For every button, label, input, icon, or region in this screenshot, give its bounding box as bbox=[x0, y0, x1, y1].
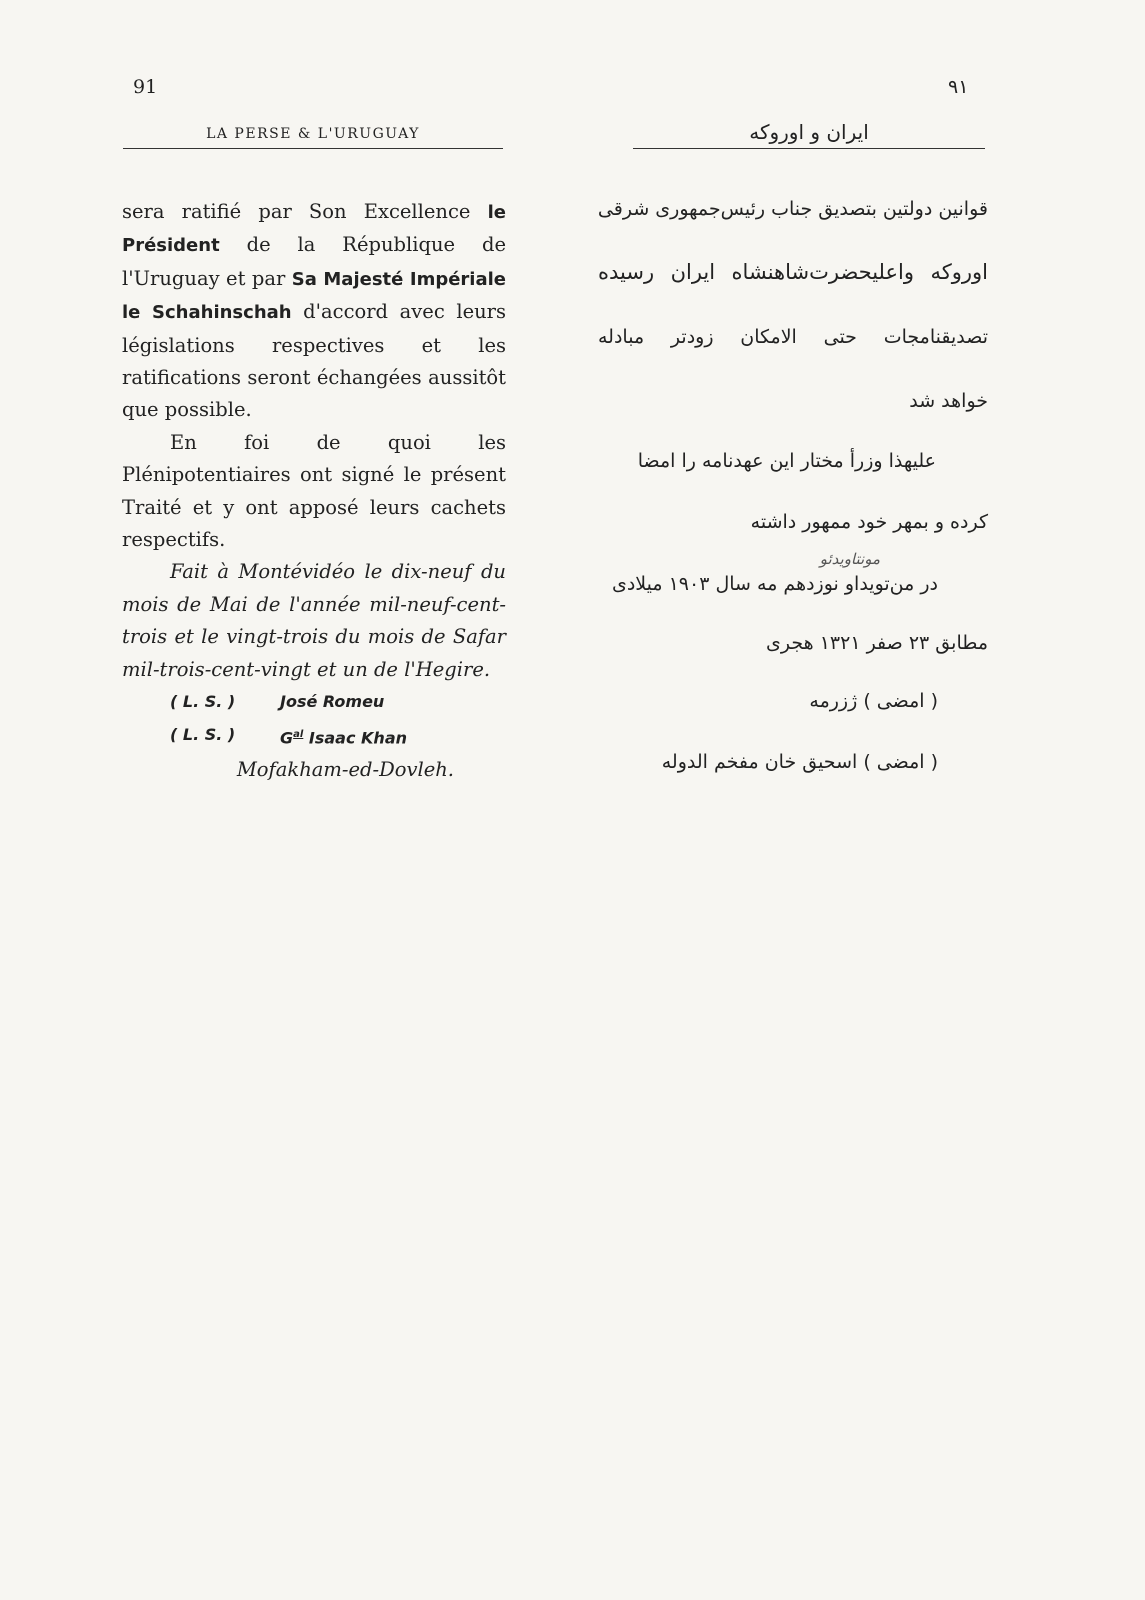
persian-line-6: کرده و بمهر خود ممهور داشته bbox=[750, 511, 988, 533]
persian-line-4: خواهد شد bbox=[909, 390, 988, 412]
signatory-name-text: Isaac Khan bbox=[308, 727, 408, 747]
signatory-title-continued: Mofakham-ed-Dovleh. bbox=[236, 758, 454, 782]
signature-line-1 bbox=[122, 686, 506, 718]
paragraph-ratification bbox=[122, 196, 506, 427]
signature-line-2 bbox=[122, 719, 506, 755]
persian-line-10: ( امضی ) اسحیق خان مفخم الدوله bbox=[661, 751, 938, 773]
persian-line-7: در من‌تویداو نوزدهم مه سال ۱۹۰۳ میلادی bbox=[611, 573, 938, 595]
text-run: de la République de l'Uruguay et par bbox=[122, 233, 506, 290]
bold-majesty: Sa Majesté Impériale le Schahinschah bbox=[122, 268, 506, 324]
persian-line-2: اوروکه واعلیحضرت‌شاهنشاه ایران رسیده bbox=[598, 260, 988, 284]
paragraph-done-at: Fait à Montévidéo le dix-neuf du mois de Mai de l'année mil-neuf-cent-trois et le vingt-trois du mois de Safar mil-trois-cent-vingt et un de l'Hegire. bbox=[122, 560, 506, 681]
bold-president: le Président bbox=[122, 202, 506, 257]
signatory-title: G bbox=[280, 727, 294, 747]
seal-mark: ( L. S. ) bbox=[170, 692, 236, 712]
page-number-right: ۹۱ bbox=[948, 76, 969, 98]
running-header-french: LA PERSE & L'URUGUAY bbox=[123, 126, 503, 149]
french-column bbox=[122, 196, 506, 787]
running-header-persian: ایران و اوروکه bbox=[633, 120, 985, 149]
persian-line-9: ( امضی ) ژزرمه bbox=[809, 690, 938, 712]
seal-mark: ( L. S. ) bbox=[170, 724, 236, 744]
signatory-name bbox=[280, 719, 407, 755]
persian-line-3: تصدیقنامجات حتی الامکان زودتر مبادله bbox=[598, 326, 988, 348]
page-number-left: 91 bbox=[133, 76, 158, 98]
handwritten-note: مونتاویدئو bbox=[819, 550, 880, 568]
text-run: sera ratifié par Son Excellence bbox=[122, 200, 488, 223]
paragraph-witness: En foi de quoi les Plénipotentiaires ont signé le présent Traité et y ont apposé leurs cachets respectifs. bbox=[122, 430, 506, 552]
text-run: d'accord avec leurs législations respectives et les ratifications seront échangées aussitôt que possible. bbox=[122, 300, 506, 422]
persian-line-5: علیهذا وزرأ مختار این عهدنامه را امضا bbox=[637, 450, 936, 472]
persian-line-1: قوانین دولتین بتصدیق جناب رئیس‌جمهوری شرقی bbox=[597, 198, 988, 220]
signatory-title-sup: al bbox=[293, 728, 304, 740]
signatory-name: José Romeu bbox=[280, 692, 385, 712]
persian-line-8: مطابق ۲۳ صفر ۱۳۲۱ هجری bbox=[766, 632, 988, 654]
